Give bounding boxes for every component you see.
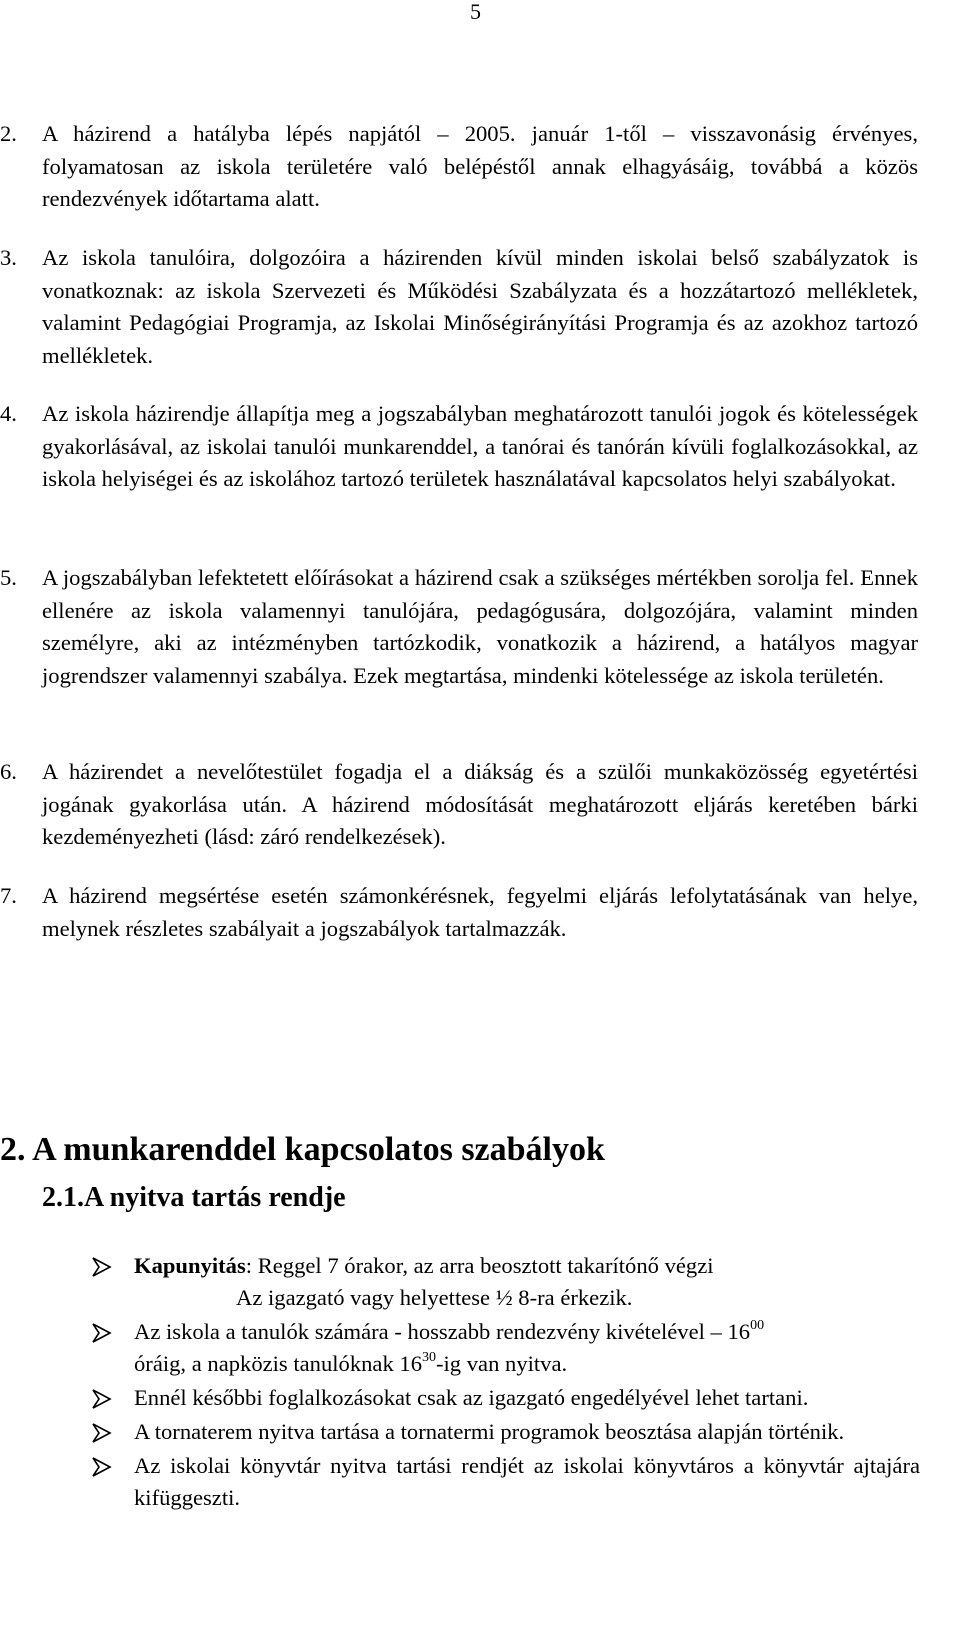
list-item-text: [134, 1250, 920, 1282]
list-item: [90, 1450, 920, 1514]
paragraph-number: 7.: [0, 883, 17, 908]
paragraph-number: 5.: [0, 565, 17, 590]
page-number: 5: [470, 0, 481, 24]
opening-hours-text: Az iskola a tanulók számára - hosszabb rendezvény kivételével – 16: [134, 1319, 751, 1344]
arrowhead-bullet-icon: [90, 1382, 120, 1414]
list-item-text: A tornaterem nyitva tartása a tornatermi programok beosztása alapján történik.: [134, 1419, 845, 1444]
arrowhead-bullet-icon: [90, 1250, 120, 1282]
paragraph-4: [0, 398, 918, 496]
paragraph-7: [0, 880, 918, 945]
arrowhead-bullet-icon: [90, 1416, 120, 1448]
paragraph-text: A házirendet a nevelőtestület fogadja el a diákság és a szülői munkaközösség egyetértési jogának gyakorlása után. A házirend módosítását meghatározott eljárás keretében bárki kezdeményezheti (lásd: záró rendelkezések).: [42, 759, 918, 849]
kapunyitas-label: Kapunyitás: [134, 1253, 246, 1278]
paragraph-3: [0, 242, 918, 372]
subsection-title: 2.1.A nyitva tartás rendje: [42, 1182, 346, 1213]
list-item-text: Ennél későbbi foglalkozásokat csak az igazgató engedélyével lehet tartani.: [134, 1385, 809, 1410]
superscript: 30: [422, 1350, 436, 1365]
section-title: 2. A munkarenddel kapcsolatos szabályok: [0, 1131, 605, 1168]
paragraph-6: [0, 756, 918, 854]
opening-hours-list: [90, 1250, 920, 1514]
kapunyitas-text: : Reggel 7 órakor, az arra beosztott takarítónő végzi: [245, 1253, 714, 1278]
arrowhead-bullet-icon: [90, 1316, 120, 1348]
paragraph-number: 6.: [0, 759, 17, 784]
list-item-continuation: Az igazgató vagy helyettese ½ 8-ra érkezik.: [236, 1285, 633, 1310]
list-item: [90, 1250, 920, 1314]
paragraph-text: Az iskola tanulóira, dolgozóira a házirenden kívül minden iskolai belső szabályzatok is vonatkoznak: az iskola Szervezeti és Működési Szabályzata és a hozzátartozó mellékletek, valamint Pedagógiai Programja, az Iskolai Minőségirányítási Programja és az azokhoz tartozó mellékletek.: [42, 245, 918, 368]
arrowhead-bullet-icon: [90, 1450, 120, 1482]
opening-hours-text: -ig van nyitva.: [436, 1351, 568, 1376]
list-item-text: Az iskolai könyvtár nyitva tartási rendjét az iskolai könyvtáros a könyvtár ajtajára kifüggeszti.: [134, 1453, 920, 1510]
paragraph-number: 2.: [0, 121, 17, 146]
paragraph-2: [0, 118, 918, 216]
list-item: [90, 1316, 920, 1380]
paragraph-number: 3.: [0, 245, 17, 270]
list-item: [90, 1416, 920, 1448]
list-item-text: [134, 1316, 920, 1380]
opening-hours-text: óráig, a napközis tanulóknak 16: [134, 1351, 422, 1376]
superscript: 00: [750, 1318, 765, 1333]
list-item: [90, 1382, 920, 1414]
paragraph-number: 4.: [0, 401, 17, 426]
paragraph-text: A házirend a hatályba lépés napjától – 2005. január 1-től – visszavonásig érvényes, folyamatosan az iskola területére való belépéstől annak elhagyásáig, továbbá a közös rendezvények időtartama alatt.: [42, 121, 918, 211]
paragraph-5: [0, 562, 918, 692]
paragraph-text: A jogszabályban lefektetett előírásokat a házirend csak a szükséges mértékben sorolja fel. Ennek ellenére az iskola valamennyi tanulójára, pedagógusára, dolgozójára, valamint minden személyre, aki az intézményben tartózkodik, vonatkozik a házirend, a hatályos magyar jogrendszer valamennyi szabálya. Ezek megtartása, mindenki kötelessége az iskola területén.: [42, 565, 918, 688]
paragraph-text: Az iskola házirendje állapítja meg a jogszabályban meghatározott tanulói jogok és kötelességek gyakorlásával, az iskolai tanulói munkarenddel, a tanórai és tanórán kívüli foglalkozásokkal, az iskola helyiségei és az iskolához tartozó területek használatával kapcsolatos helyi szabályokat.: [42, 401, 918, 491]
paragraph-text: A házirend megsértése esetén számonkérésnek, fegyelmi eljárás lefolytatásának van helye, melynek részletes szabályait a jogszabályok tartalmazzák.: [42, 883, 918, 941]
